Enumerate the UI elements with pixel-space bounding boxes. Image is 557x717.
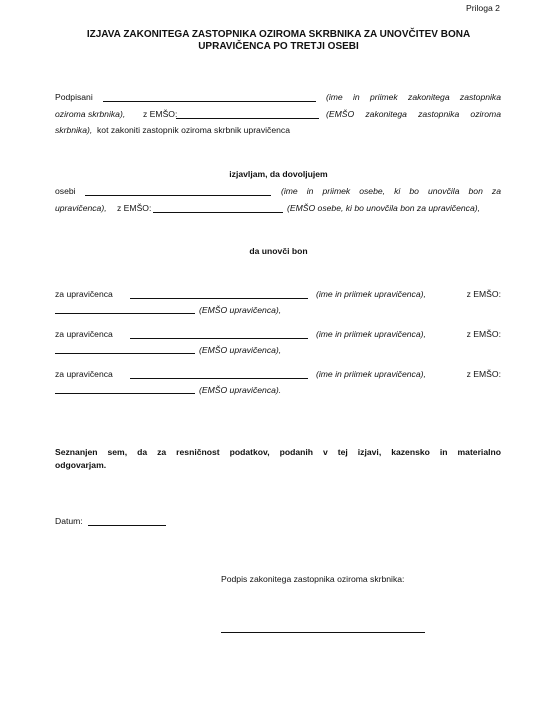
signature-label: Podpis zakonitega zastopnika oziroma skrbnika: [221,574,405,584]
redeem-heading: da unovči bon [249,246,308,256]
person-name-field[interactable] [85,195,271,196]
signatory-label: Podpisani [55,92,93,102]
person-emso-field[interactable] [153,212,283,213]
beneficiary-name-field[interactable] [130,298,308,299]
signatory-name-hint-cont: oziroma skrbnika), [55,109,126,119]
beneficiary-name-field[interactable] [130,378,308,379]
person-name-hint: (ime in priimek osebe, ki bo unovčila bon za [281,186,501,196]
form-title-line1: IZJAVA ZAKONITEGA ZASTOPNIKA OZIROMA SKRBNIKA ZA UNOVČITEV BONA [86,29,471,40]
signatory-emso-hint-cont: skrbnika), [55,125,93,135]
beneficiary-emso-hint: (EMŠO upravičenca). [199,385,282,395]
beneficiary-label: za upravičenca [55,329,113,339]
person-label: osebi [55,186,76,196]
beneficiary-name-hint: (ime in priimek upravičenca), [316,289,426,299]
person-emso-hint: (EMŠO osebe, ki bo unovčila bon za upravičenca), [287,203,480,213]
beneficiary-label: za upravičenca [55,369,113,379]
beneficiary-emso-label: z EMŠO: [466,329,501,339]
signatory-name-field[interactable] [103,101,316,102]
date-field[interactable] [88,525,166,526]
beneficiary-name-field[interactable] [130,338,308,339]
beneficiary-emso-hint: (EMŠO upravičenca), [199,305,282,315]
beneficiary-emso-label: z EMŠO: [466,369,501,379]
beneficiary-emso-label: z EMŠO: [466,289,501,299]
beneficiary-emso-field[interactable] [55,313,195,314]
beneficiary-emso-field[interactable] [55,393,195,394]
beneficiary-emso-field[interactable] [55,353,195,354]
signatory-emso-hint: (EMŠO zakonitega zastopnika oziroma [326,109,501,119]
form-title-line2: UPRAVIČENCA PO TRETJI OSEBI [198,41,359,52]
beneficiary-name-hint: (ime in priimek upravičenca), [316,329,426,339]
declaration-heading: izjavljam, da dovoljujem [229,169,328,179]
statement-line2: odgovarjam. [55,460,107,470]
beneficiary-name-hint: (ime in priimek upravičenca), [316,369,426,379]
signatory-name-hint: (ime in priimek zakonitega zastopnika [326,92,501,102]
date-label: Datum: [55,516,83,526]
statement-line1: Seznanjen sem, da za resničnost podatkov, podanih v tej izjavi, kazensko in materialno [55,447,501,457]
signatory-role-text: kot zakoniti zastopnik oziroma skrbnik upravičenca [97,125,290,135]
beneficiary-row [55,289,501,301]
person-emso-label: z EMŠO: [117,203,152,213]
person-name-hint-cont: upravičenca), [55,203,107,213]
beneficiary-row [55,329,501,341]
signatory-emso-field[interactable] [176,118,319,119]
attachment-label: Priloga 2 [466,3,500,13]
signatory-emso-label: z EMŠO: [143,109,178,119]
beneficiary-row [55,369,501,381]
beneficiary-label: za upravičenca [55,289,113,299]
signature-field[interactable] [221,632,425,633]
beneficiary-emso-hint: (EMŠO upravičenca), [199,345,282,355]
